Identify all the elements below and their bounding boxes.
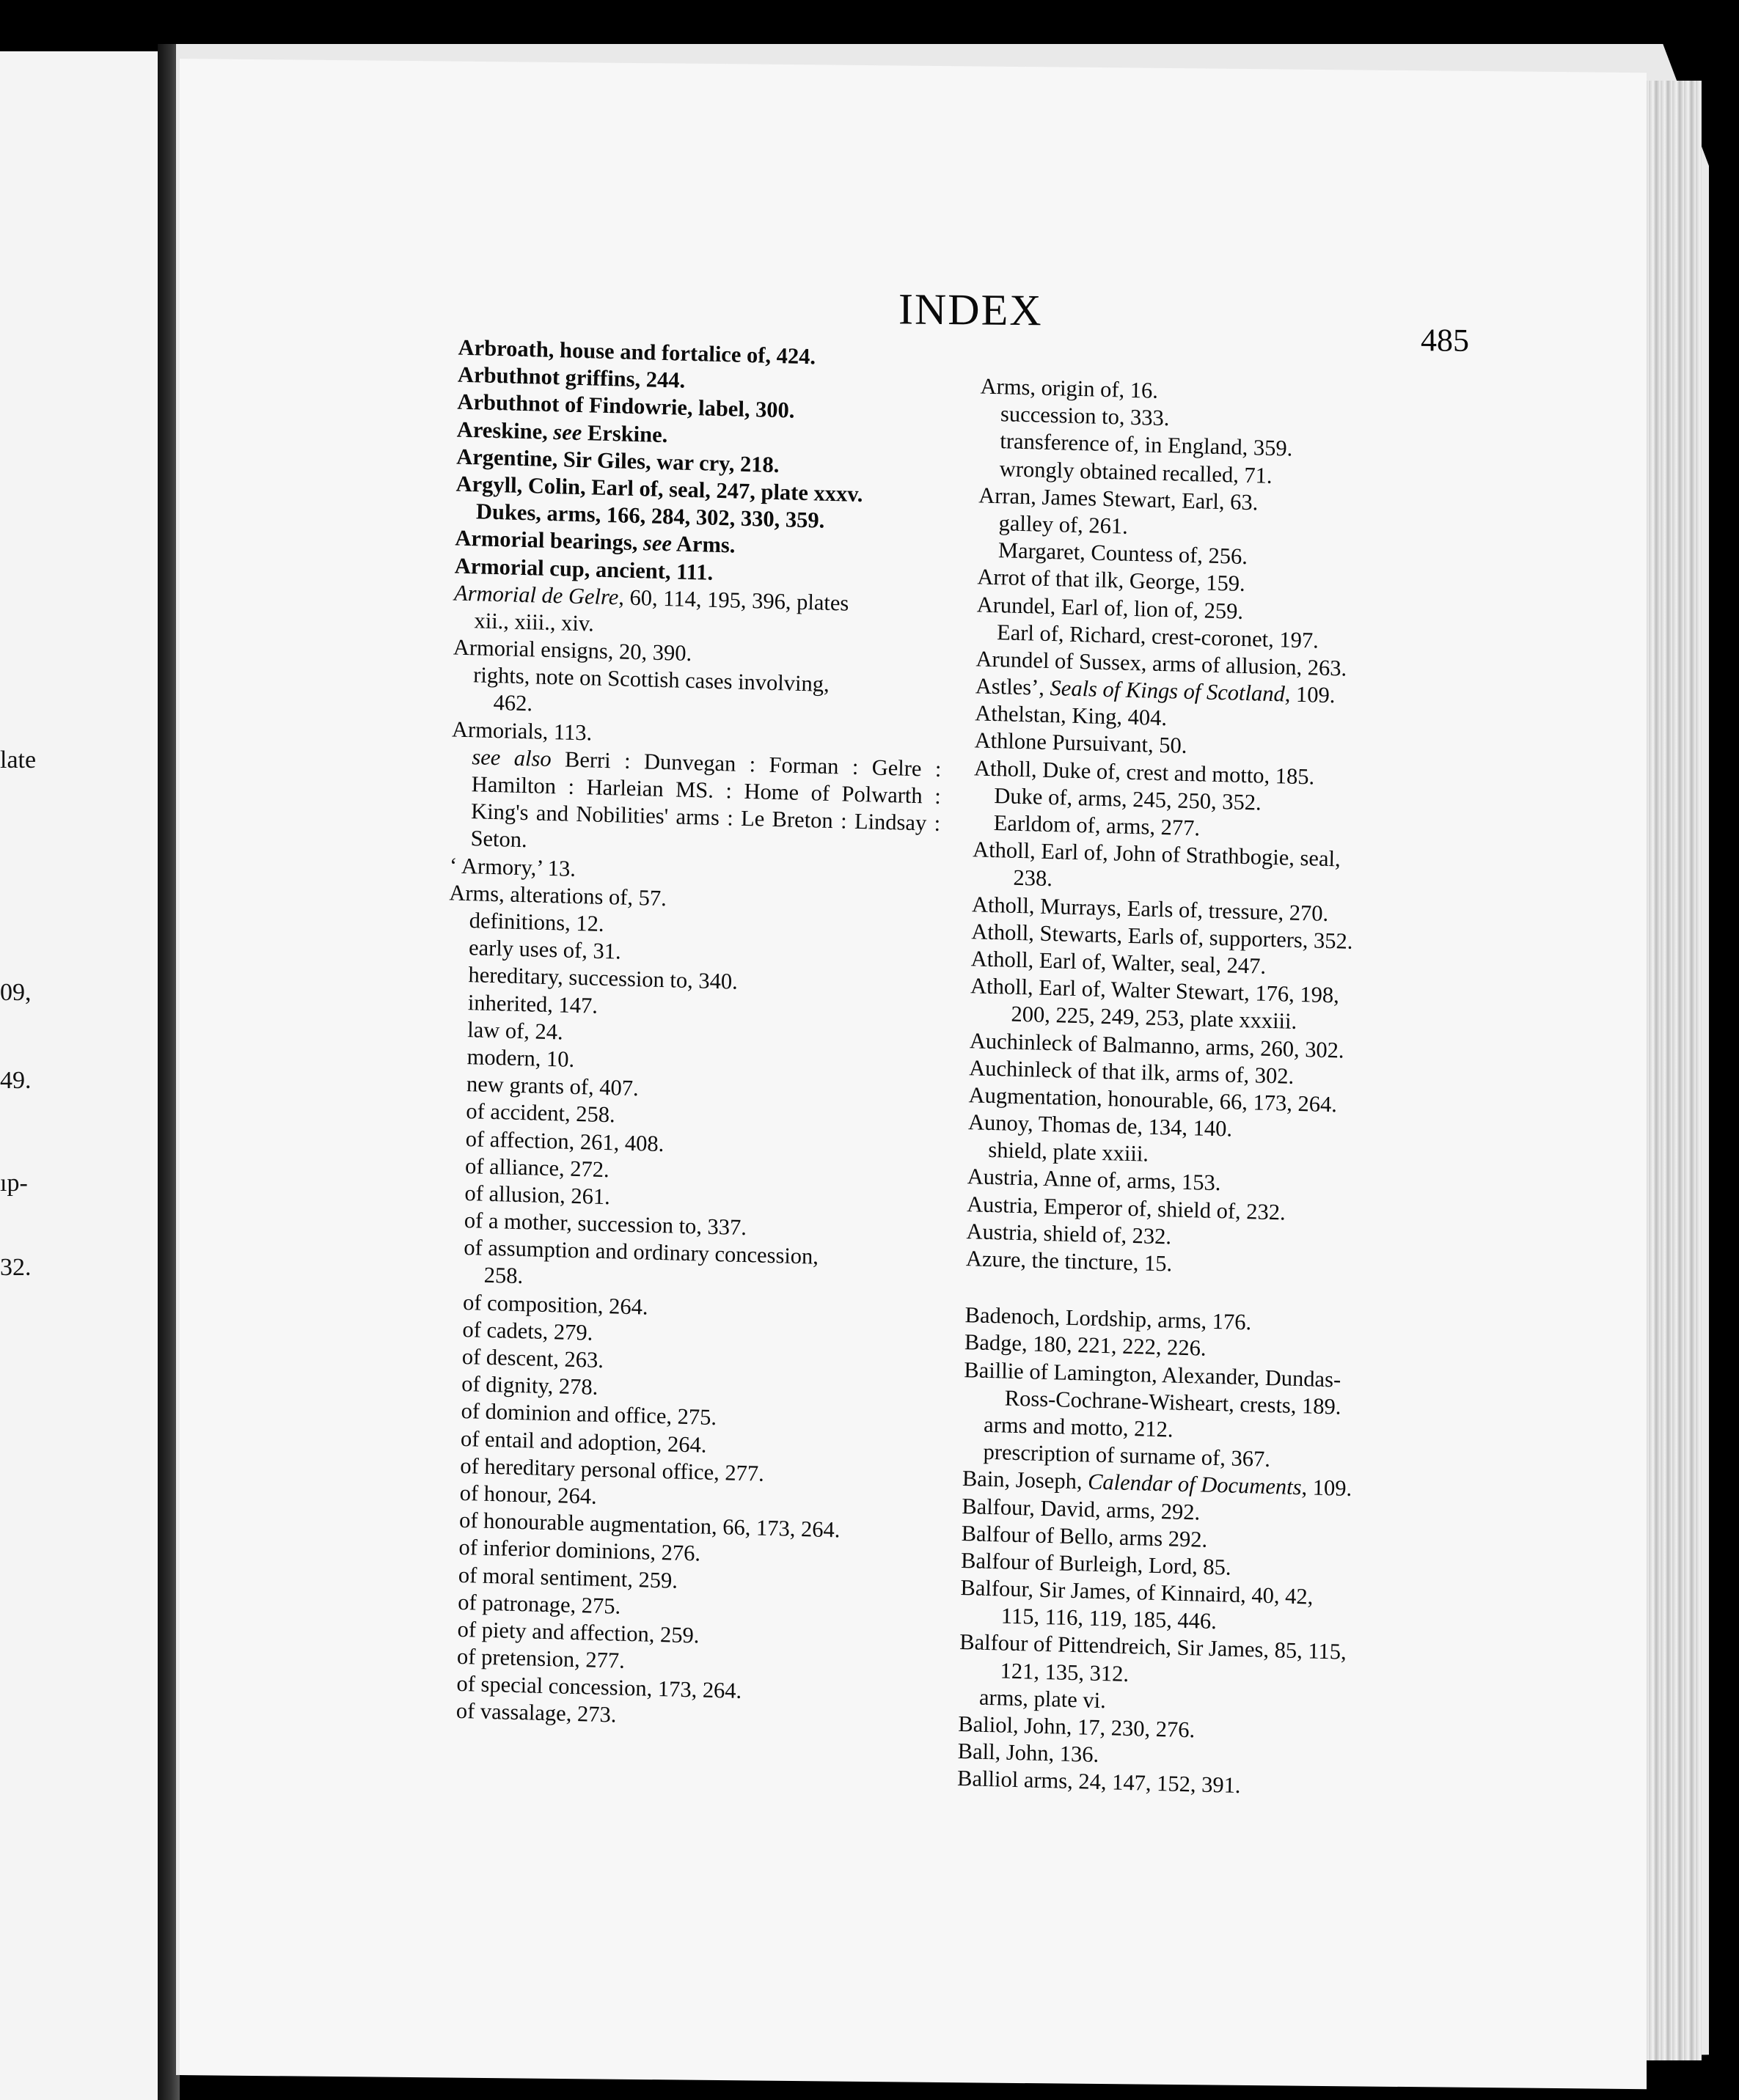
entry-text: Arbroath, house and fortalice of, 424.	[458, 334, 816, 370]
entry-text: rights, note on Scottish cases involving,	[473, 662, 830, 697]
entry-text: of cadets, 279.	[462, 1316, 593, 1345]
entry-text: Balfour of Pittendreich, Sir James, 85, 115,	[959, 1629, 1347, 1665]
entry-text: law of, 24.	[467, 1016, 563, 1045]
entry-text: Atholl, Stewarts, Earls of, supporters, 352.	[971, 919, 1353, 954]
entry-text: of assumption and ordinary concession,	[464, 1235, 819, 1269]
entry-text: , 109.	[1301, 1475, 1352, 1502]
facing-page-fragment: 09,	[0, 979, 32, 1006]
entry-text: galley of, 261.	[998, 510, 1129, 539]
entry-text: Dukes, arms, 166, 284, 302, 330, 359.	[475, 499, 825, 533]
entry-text: Argyll, Colin, Earl of, seal, 247, plate xxxv.	[455, 471, 863, 507]
book-page	[180, 59, 1647, 2089]
entry-text: of pretension, 277.	[456, 1643, 626, 1673]
index-subentry	[450, 743, 941, 864]
entry-text: shield, plate xxiii.	[988, 1137, 1149, 1167]
entry-text: modern, 10.	[466, 1044, 575, 1072]
entry-text: Armorial bearings,	[455, 525, 644, 556]
entry-text: Arbuthnot griffins, 244.	[457, 361, 686, 393]
entry-text: arms and motto, 212.	[983, 1411, 1174, 1442]
entry-text: of honourable augmentation, 66, 173, 264.	[458, 1508, 841, 1543]
facing-page-fragment: 32.	[0, 1254, 32, 1281]
entry-text: Badenoch, Lordship, arms, 176.	[964, 1302, 1252, 1335]
entry-text: Atholl, Murrays, Earls of, tressure, 270.	[971, 891, 1329, 926]
entry-text: hereditary, succession to, 340.	[468, 962, 739, 995]
entry-text: of hereditary personal office, 277.	[460, 1453, 765, 1486]
entry-text: wrongly obtained recalled, 71.	[999, 455, 1273, 488]
entry-text: of entail and adoption, 264.	[460, 1425, 707, 1458]
entry-text: Atholl, Earl of, Walter, seal, 247.	[970, 946, 1267, 979]
entry-text: Ball, John, 136.	[957, 1739, 1099, 1768]
entry-text: new grants of, 407.	[466, 1071, 639, 1101]
entry-text: Auchinleck of Balmanno, arms, 260, 302.	[969, 1027, 1344, 1063]
facing-page-fragment: ıp-	[0, 1170, 28, 1197]
entry-text: Ross-Cochrane-Wisheart, crests, 189.	[1004, 1385, 1341, 1420]
entry-text: of allusion, 261.	[464, 1180, 611, 1210]
entry-text: Austria, shield of, 232.	[966, 1218, 1172, 1249]
page-number: 485	[1421, 322, 1469, 359]
index-column-left	[436, 334, 964, 1738]
entry-text: of moral sentiment, 259.	[458, 1562, 678, 1593]
entry-text: of composition, 264.	[462, 1289, 648, 1320]
entry-text: Margaret, Countess of, 256.	[997, 537, 1248, 570]
entry-text: , 109.	[1284, 681, 1336, 708]
entry-text: Atholl, Duke of, crest and motto, 185.	[973, 755, 1315, 790]
entry-text: prescription of surname of, 367.	[983, 1439, 1271, 1472]
entry-text: of alliance, 272.	[464, 1153, 609, 1182]
entry-text: 258.	[483, 1263, 524, 1289]
entry-text: Azure, the tincture, 15.	[965, 1246, 1173, 1277]
entry-text: arms, plate vi.	[978, 1684, 1107, 1714]
entry-text: Athlone Pursuivant, 50.	[974, 727, 1187, 759]
entry-text: of piety and affection, 259.	[457, 1616, 700, 1648]
index-column-right	[957, 372, 1494, 1805]
facing-page-text-fragments	[0, 0, 158, 2100]
entry-text: Bain, Joseph,	[962, 1466, 1088, 1494]
entry-text: Erskine.	[582, 419, 668, 447]
entry-text: Atholl, Earl of, Walter Stewart, 176, 198,	[970, 973, 1340, 1008]
entry-text: Aunoy, Thomas de, 134, 140.	[967, 1109, 1233, 1142]
entry-text: transference of, in England, 359.	[1000, 428, 1293, 462]
entry-text: of affection, 261, 408.	[465, 1126, 665, 1156]
facing-page-fragment: late	[0, 746, 37, 774]
entry-text: succession to, 333.	[1000, 401, 1170, 431]
entry-text: Balfour of Burleigh, Lord, 85.	[960, 1547, 1231, 1580]
entry-text: Balliol arms, 24, 147, 152, 391.	[956, 1766, 1241, 1799]
italic-title: Seals of Kings of Scotland	[1050, 675, 1286, 707]
entry-text: of descent, 263.	[461, 1343, 604, 1373]
entry-text: Arbuthnot of Findowrie, label, 300.	[457, 389, 795, 424]
page-title: INDEX	[898, 284, 1043, 335]
entry-text: Augmentation, honourable, 66, 173, 264.	[968, 1082, 1338, 1117]
entry-text: Earldom of, arms, 277.	[993, 810, 1201, 841]
entry-text: Balfour, David, arms, 292.	[962, 1493, 1201, 1525]
entry-text: 115, 116, 119, 185, 446.	[1000, 1603, 1218, 1634]
entry-text: of special concession, 173, 264.	[456, 1671, 742, 1704]
entry-text: Armorial ensigns, 20, 390.	[453, 634, 692, 667]
entry-text: of vassalage, 273.	[455, 1698, 617, 1728]
italic-title: Armorial de Gelre	[453, 580, 619, 610]
entry-text: 121, 135, 312.	[1000, 1658, 1130, 1686]
entry-text: Arms, alterations of, 57.	[449, 880, 667, 911]
entry-text: 200, 225, 249, 253, plate xxxiii.	[1011, 1002, 1297, 1035]
entry-text: Areskine,	[456, 416, 554, 444]
entry-text: Earl of, Richard, crest-coronet, 197.	[996, 619, 1319, 653]
entry-text: Austria, Emperor of, shield of, 232.	[966, 1191, 1286, 1225]
entry-text: Arms, origin of, 16.	[980, 373, 1159, 403]
entry-text: Duke of, arms, 245, 250, 352.	[994, 782, 1262, 815]
entry-text: Baliol, John, 17, 230, 276.	[958, 1711, 1196, 1743]
italic-title: see	[642, 530, 673, 557]
entry-text: Armorial cup, ancient, 111.	[454, 553, 714, 585]
entry-text: of dignity, 278.	[461, 1371, 598, 1400]
entry-text: Austria, Anne of, arms, 153.	[967, 1164, 1221, 1196]
entry-text: Arundel of Sussex, arms of allusion, 263.	[975, 646, 1347, 681]
entry-text: Athelstan, King, 404.	[975, 700, 1168, 731]
entry-text: Argentine, Sir Giles, war cry, 218.	[455, 444, 780, 477]
entry-text: Arundel, Earl of, lion of, 259.	[976, 591, 1244, 624]
entry-text: definitions, 12.	[469, 908, 604, 936]
italic-title: Calendar of Documents	[1087, 1469, 1302, 1500]
entry-text: of dominion and office, 275.	[461, 1398, 717, 1431]
entry-text: Balfour of Bello, arms 292.	[961, 1520, 1208, 1552]
entry-text: Balfour, Sir James, of Kinnaird, 40, 42,	[960, 1575, 1314, 1609]
entry-text: of a mother, succession to, 337.	[464, 1208, 747, 1241]
facing-page-fragment: 49.	[0, 1067, 32, 1094]
entry-text: , 60, 114, 195, 396, plates	[618, 584, 849, 616]
entry-text: Arrot of that ilk, George, 159.	[977, 564, 1245, 597]
entry-text: of patronage, 275.	[458, 1589, 621, 1619]
entry-text: ‘ Armory,’ 13.	[449, 853, 576, 881]
italic-title: see also	[472, 744, 552, 771]
entry-text: xii., xiii., xiv.	[474, 608, 595, 636]
entry-text: Arran, James Stewart, Earl, 63.	[978, 482, 1259, 515]
entry-text: Atholl, Earl of, John of Strathbogie, seal,	[972, 837, 1341, 872]
entry-text: of honour, 264.	[459, 1480, 597, 1509]
entry-text: early uses of, 31.	[468, 935, 621, 964]
entry-text: of accident, 258.	[466, 1098, 615, 1128]
entry-text: Badge, 180, 221, 222, 226.	[964, 1329, 1207, 1362]
entry-text: of inferior dominions, 276.	[458, 1535, 701, 1566]
italic-title: see	[553, 419, 582, 445]
entry-text: Arms.	[671, 531, 736, 558]
entry-text: Auchinleck of that ilk, arms of, 302.	[969, 1054, 1295, 1089]
entry-text: inherited, 147.	[467, 989, 598, 1018]
entry-text: Armorials, 113.	[451, 716, 593, 746]
entry-text: Baillie of Lamington, Alexander, Dundas-	[964, 1356, 1341, 1392]
entry-text: 462.	[493, 690, 533, 716]
entry-text: Astles’,	[975, 673, 1050, 701]
entry-text: Berri : Dunvegan : Forman : Gelre : Hamilton : Harleian MS. : Home of Polwarth : King's and Nobilities' arms : Le Breton : Lindsay : Seton.	[470, 746, 942, 853]
entry-text: 238.	[1013, 865, 1053, 892]
